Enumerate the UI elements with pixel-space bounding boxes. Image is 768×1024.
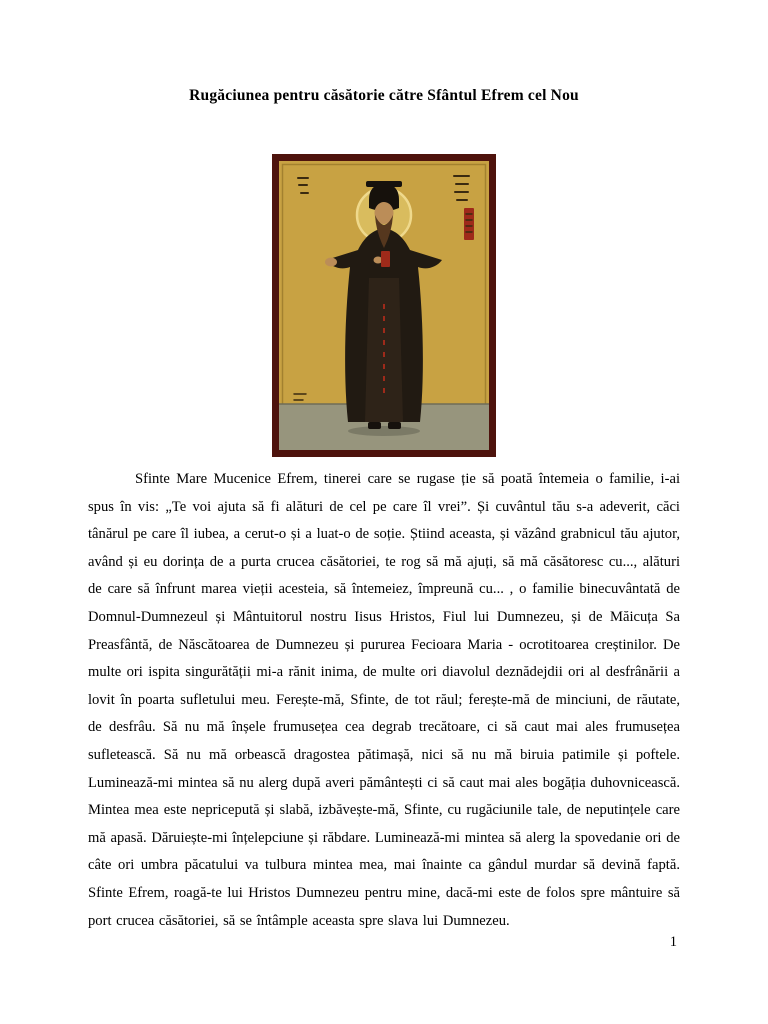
saint-icon-figure (272, 154, 496, 457)
saint-efrem-icon-image (272, 154, 496, 457)
prayer-text: Sfinte Mare Mucenice Efrem, tinerei care se rugase ție să poată întemeia o familie, i-ai spus în vis: „Te voi ajuta să fi alături de cel pe care îl vrei”. Și cuvântul tău s-a adeverit, căci tânărul pe care îl iubea, a cerut-o și a luat-o de soție. Știind aceasta, și văzând grabnicul tău ajutor, având și eu dorința de a purta crucea căsătoriei, te rog să mă ajuți, să mă căsătoresc cu..., alături de care să înfrunt marea vieții acesteia, să întemeiez, împreună cu... , o familie binecuvântată de Domnul-Dumnezeul și Mântuitorul nostru Iisus Hristos, Fiul lui Dumnezeu, și de Măicuța Sa Preasfântă, de Născătoarea de Dumnezeu și pururea Fecioara Maria - ocrotitoarea creștinilor. De multe ori ispita singurătății mi-a rănit inima, de multe ori diavolul deznădejdii ori al desfrânării a lovit în poarta sufletului meu. Ferește-mă, Sfinte, de tot răul; ferește-mă de minciuni, de răutate, de desfrâu. Să nu mă înșele frumusețea cea degrab trecătoare, ci să caut mai ales frumusețea sufletească. Să nu mă orbească dragostea pătimașă, nici să nu mă biruia patimile și poftele. Luminează-mi mintea să nu alerg după averi pământești ci să caut mai ales bogăția duhovnicească. Mintea mea este nepricepută și slabă, izbăvește-mă, Sfinte, cu rugăciunile tale, de neputințele care mă apasă. Dăruiește-mi înțelepciune și răbdare. Luminează-mi mintea să alerg la spovedanie ori de câte ori umbra păcatului va tulbura mintea mea, mai înainte ca gândul murdar să devină faptă. Sfinte Efrem, roagă-te lui Hristos Dumnezeu pentru mine, dacă-mi este de folos spre mântuire să port crucea căsătoriei, să se întâmple aceasta spre slava lui Dumnezeu. (88, 471, 680, 929)
page-number: 1 (669, 934, 677, 950)
document-title: Rugăciunea pentru căsătorie către Sfântul Efrem cel Nou (189, 87, 579, 104)
